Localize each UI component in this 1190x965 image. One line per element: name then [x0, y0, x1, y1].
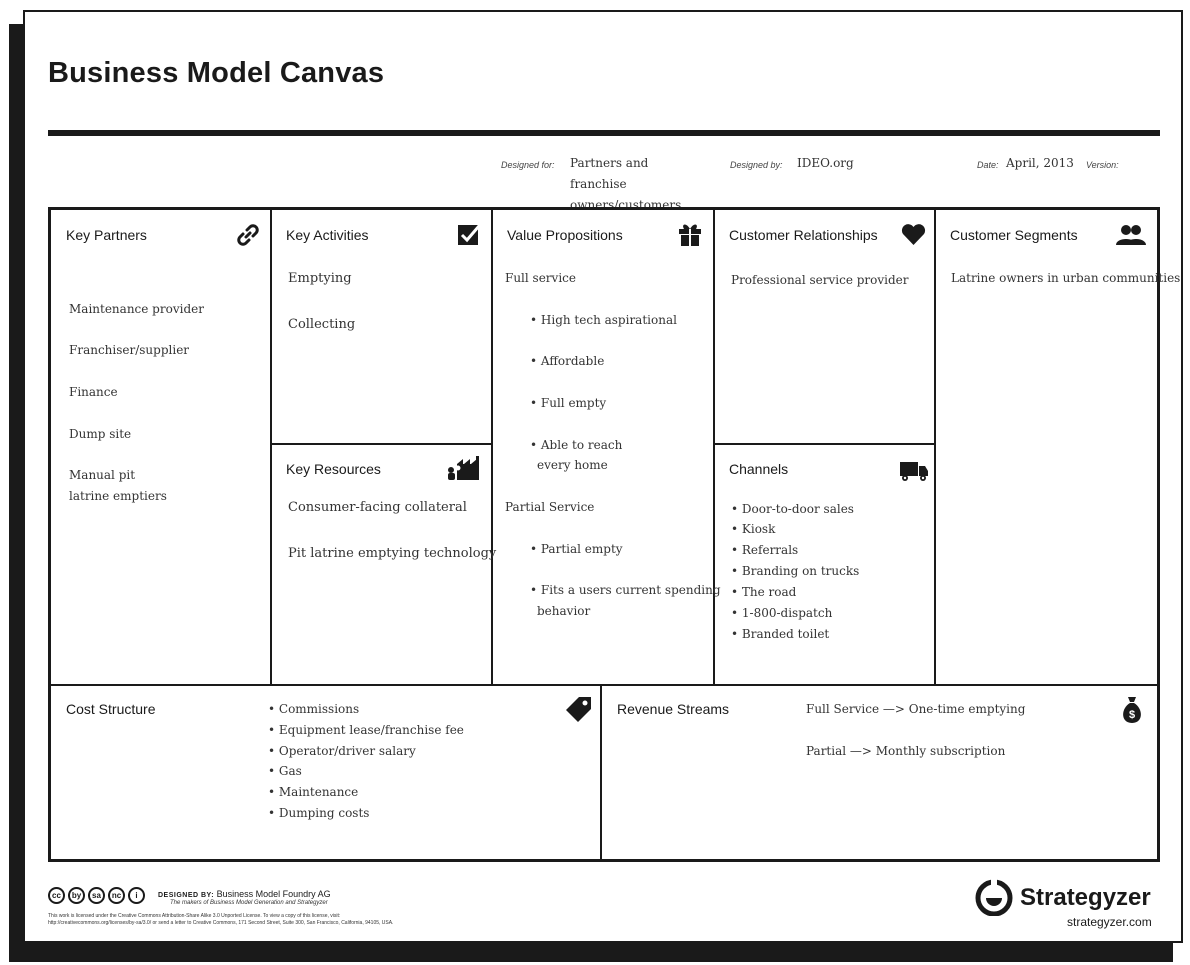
factory-icon — [447, 456, 481, 480]
list-item: • Partial empty — [530, 542, 623, 556]
key-activities-title: Key Activities — [286, 227, 369, 243]
list-item: • Dumping costs — [268, 806, 370, 820]
footer-designed-value: Business Model Foundry AG — [216, 889, 331, 899]
tag-icon — [566, 696, 592, 722]
channels-title: Channels — [729, 461, 789, 477]
divider — [491, 209, 493, 685]
key-resources-title: Key Resources — [286, 461, 381, 477]
divider — [714, 443, 935, 445]
list-item: • Operator/driver salary — [268, 744, 416, 758]
list-item: Partial —> Monthly subscription — [806, 744, 1006, 758]
list-item: • Affordable — [530, 354, 605, 368]
list-item: • The road — [731, 585, 797, 599]
list-item: Pit latrine emptying technology — [288, 546, 497, 561]
license-line: This work is licensed under the Creative Commons Attribution-Share Alike 3.0 Unported License. To view a copy of this license, visit: — [48, 913, 341, 919]
list-item: Full service — [505, 271, 576, 285]
truck-icon — [900, 460, 929, 482]
designed-by-label: Designed by: — [730, 160, 783, 170]
customer-relationships-title: Customer Relationships — [729, 227, 878, 243]
cc-icon: cc — [48, 887, 65, 904]
list-item: Franchiser/supplier — [69, 343, 190, 357]
list-item: Partial Service — [505, 500, 595, 514]
list-item: • Gas — [268, 764, 302, 778]
svg-text:$: $ — [1128, 709, 1136, 721]
revenue-streams-title: Revenue Streams — [617, 701, 730, 717]
list-item: Full Service —> One-time emptying — [806, 702, 1026, 716]
list-item: • Referrals — [731, 543, 799, 557]
footer-designed-by — [158, 889, 331, 899]
list-item: Finance — [69, 385, 118, 399]
list-item: • Equipment lease/franchise fee — [268, 723, 464, 737]
list-item: Emptying — [288, 271, 352, 286]
list-item: • 1-800-dispatch — [731, 606, 833, 620]
divider — [50, 684, 1158, 686]
nc-icon: nc — [108, 887, 125, 904]
divider — [600, 685, 602, 860]
strategyzer-logo-icon — [973, 878, 1015, 916]
list-item: • Door-to-door sales — [731, 502, 854, 516]
cc-icons — [48, 887, 145, 904]
list-item: • Full empty — [530, 396, 607, 410]
key-partners-title: Key Partners — [66, 227, 147, 243]
list-item: behavior — [537, 604, 591, 618]
divider — [271, 443, 492, 445]
list-item: Consumer-facing collateral — [288, 500, 467, 515]
heart-icon — [901, 224, 926, 246]
info-icon: i — [128, 887, 145, 904]
list-item: Dump site — [69, 427, 132, 441]
list-item: • Able to reach — [530, 438, 623, 452]
list-item: • Branded toilet — [731, 627, 830, 641]
footer-license — [48, 913, 468, 927]
divider — [713, 209, 715, 685]
brand-name: Strategyzer — [1020, 884, 1151, 911]
list-item: Manual pit — [69, 468, 136, 482]
brand-url[interactable]: strategyzer.com — [1067, 915, 1152, 929]
checkbox-icon — [458, 224, 480, 246]
list-item: Latrine owners in urban communities — [951, 271, 1181, 285]
divider — [270, 209, 272, 685]
list-item: • High tech aspirational — [530, 313, 677, 327]
list-item: • Kiosk — [731, 522, 776, 536]
sa-icon: sa — [88, 887, 105, 904]
divider — [934, 209, 936, 685]
license-line[interactable]: http://creativecommons.org/licenses/by-sa/3.0/ or send a letter to Creative Commons, 171 Second Street, Suite 300, San Francisco, California, 94105, USA. — [48, 920, 394, 926]
customer-segments-title: Customer Segments — [950, 227, 1078, 243]
list-item: every home — [537, 458, 608, 472]
link-icon — [236, 223, 260, 247]
footer-makers: The makers of Business Model Generation and Strategyzer — [170, 900, 328, 906]
date-label: Date: — [977, 160, 999, 170]
value-propositions-title: Value Propositions — [507, 227, 623, 243]
cost-structure-title: Cost Structure — [66, 701, 156, 717]
canvas-grid — [48, 207, 1160, 862]
list-item: • Maintenance — [268, 785, 359, 799]
page-title: Business Model Canvas — [48, 57, 385, 89]
list-item: • Branding on trucks — [731, 564, 860, 578]
title-rule — [48, 130, 1160, 136]
list-item: • Fits a users current spending — [530, 583, 721, 597]
footer-designed-label: DESIGNED BY: — [158, 892, 215, 899]
by-icon: by — [68, 887, 85, 904]
version-label: Version: — [1086, 160, 1119, 170]
designed-for-label: Designed for: — [501, 160, 555, 170]
designed-for-value[interactable]: Partners and franchise owners/customers — [570, 156, 682, 212]
list-item: • Commissions — [268, 702, 360, 716]
gift-icon — [678, 222, 702, 246]
list-item: Collecting — [288, 317, 356, 332]
money-bag-icon — [1121, 696, 1143, 724]
list-item: Maintenance provider — [69, 302, 204, 316]
date-value[interactable]: April, 2013 — [1006, 156, 1074, 170]
list-item: latrine emptiers — [69, 489, 167, 503]
list-item: Professional service provider — [731, 273, 909, 287]
designed-by-value[interactable]: IDEO.org — [797, 156, 854, 170]
people-icon — [1115, 224, 1147, 246]
